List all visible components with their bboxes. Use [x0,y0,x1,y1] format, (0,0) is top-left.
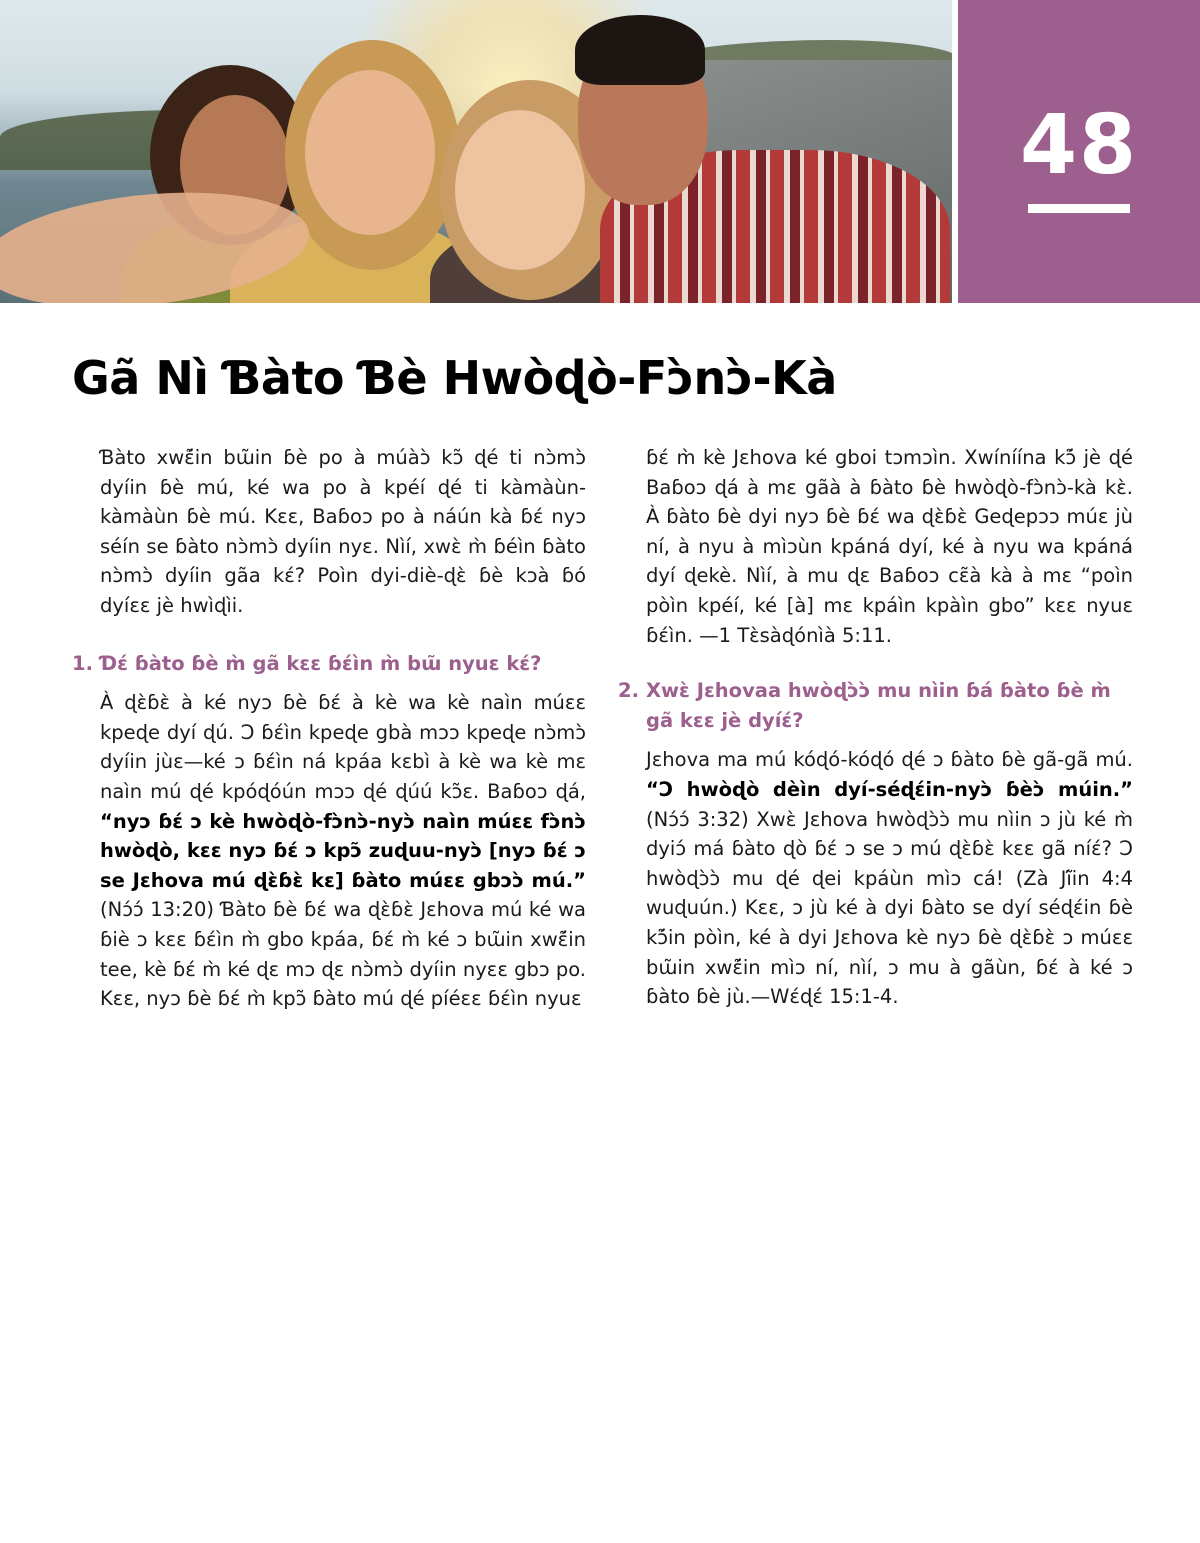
person-face [455,110,585,270]
left-column [72,443,586,1014]
page-title: Gã Nì Ɓàto Ɓè Hwòɖò-Fɔ̀nɔ̀-Kà [72,351,837,405]
lesson-number-badge [958,0,1200,303]
answer-text: (Nɔ́ɔ́ 3:32) Xwɛ̀ Jɛhova hwòɖɔ̀ɔ̀ mu nìin ɔ jù ké m̀ dyiɔ́ má ɓàto ɖò ɓɛ́ ɔ se ɔ mú ɖɛ̀ɓɛ̀ kɛɛ gã níɛ́? Ɔ hwòɖɔ̀ɔ̀ mu ɖé ɖei kpáùn mìɔ cá! (Zà Jĩ́in 4:4 wuɖuún.) Kɛɛ, ɔ jù ké à dyi ɓàto se dyí séɖɛ́in ɓè kɔ̃́in pòìn, ké à dyi Jɛhova kè nyɔ ɓè ɖɛ̀ɓɛ̀ ɔ múɛɛ bɯ̃in xwɛ̃́in mìɔ ní, nìí, ɔ mu à gãùn, ɓɛ́ à ké ɔ ɓàto ɓè jù.—Wɛ́ɖɛ́ 15:1-4. [646,807,1133,1009]
question-number: 1. [72,651,93,675]
answer-text: À ɖɛ̀ɓɛ̀ à ké nyɔ ɓè ɓɛ́ à kè wa kè naìn múɛɛ kpeɖe dyí ɖú. Ɔ ɓɛ́ìn kpeɖe gbà mɔɔ kpeɖe nɔ̀mɔ̀ dyíin jùɛ—ké ɔ ɓɛ́ìn ná kpáa kɛbì à kè wa kè mɛ naìn mú ɖé kpóɖóún mɔɔ ɖé ɖúú kɔ̃ɛ. Baɓoɔ ɖá, [100,691,586,803]
scripture-quote: “Ɔ hwòɖò dèìn dyí-séɖɛ́in-nyɔ̀ ɓèɔ̀ múin.” [646,777,1133,801]
answer-paragraph-1 [72,688,586,1014]
lesson-number-underline [1028,204,1130,213]
question-heading-1 [72,649,586,679]
hero-photo [0,0,952,303]
person-face [305,70,435,235]
question-text: Ɗɛ́ ɓàto ɓè m̀ gã kɛɛ ɓɛ́ìn m̀ bɯ̃ nyuɛ kɛ́? [100,651,542,675]
answer-paragraph-2 [618,745,1133,1011]
scripture-quote: “nyɔ ɓɛ́ ɔ kè hwòɖò-fɔ̀nɔ̀-nyɔ̀ naìn múɛɛ fɔ̀nɔ̀ hwòɖò, kɛɛ nyɔ ɓɛ́ ɔ kpɔ̃ zuɖuu-nyɔ̀ [nyɔ ɓɛ́ ɔ se Jɛhova mú ɖɛ̀ɓɛ̀ kɛ] ɓàto múɛɛ gbɔɔ̀ mú.” [100,809,586,892]
question-text: Xwɛ̀ Jɛhovaa hwòɖɔ̀ɔ̀ mu nìin ɓá ɓàto ɓè m̀ gã kɛɛ jè dyíɛ́? [646,679,1111,732]
answer-text: Jɛhova ma mú kóɖó-kóɖó ɖé ɔ ɓàto ɓè gã-gã mú. [646,748,1133,772]
answer-text: (Nɔ́ɔ́ 13:20) Ɓàto ɓè ɓɛ́ wa ɖɛ̀ɓɛ̀ Jɛhova mú ké wa ɓiè ɔ kɛɛ ɓɛ́ìn m̀ gbo kpáa, ɓɛ́ m̀ ké ɔ bɯ̃in xwɛ̃́in tee, kè ɓɛ́ m̀ ké ɖɛ mɔ ɖɛ nɔ̀mɔ̀ dyíin nyɛɛ gbɔ po. Kɛɛ, nyɔ ɓè ɓɛ́ m̀ kpɔ̃ ɓàto mú ɖé píéɛɛ ɓɛ́ìn nyuɛ [100,898,586,1011]
answer-paragraph-1-continued: ɓɛ́ m̀ kè Jɛhova ké gboi tɔmɔìn. Xwíníína kɔ̃́ jè ɖé Baɓoɔ ɖá à mɛ gãà à ɓàto ɓè hwòɖò-fɔ̀nɔ̀-kà kɛ̀. À ɓàto ɓè dyi nyɔ ɓè ɓɛ́ wa ɖɛ̀ɓɛ̀ Geɖepɔɔ múɛ jù ní, à nyu à mìɔùn kpáná dyí, ké à nyu wa kpáná dyí ɖekè. Nìí, à mu ɖɛ Baɓoɔ cɛ̃à kà à mɛ “poìn pòìn kpéí, ké [à] mɛ kpáìn kpàìn gbo” kɛɛ nyuɛ ɓɛ́ìn. —1 Tɛ̀sàɖónìà 5:11. [646,446,1133,647]
intro-paragraph: Ɓàto xwɛ̃́in bɯ̃in ɓè po à múàɔ̀ kɔ̃ ɖé ti nɔ̀mɔ̀ dyíin ɓè mú, ké wa po à kpéí ɖé ti kàmàùn-kàmàùn ɓè mú. Kɛɛ, Baɓoɔ po à náún kà ɓɛ́ nyɔ séín se ɓàto nɔ̀mɔ̀ dyíin nyɛ. Nìí, xwɛ̀ m̀ ɓéìn ɓàto nɔ̀mɔ̀ dyíin gãa kɛ́? Poìn dyi-diè-ɖɛ̀ ɓè kɔà ɓó dyíɛɛ jè hwìɖìi. [100,446,586,617]
person-hair [575,15,705,85]
right-column [618,443,1133,1012]
question-number: 2. [618,679,639,703]
lesson-number: 48 [1019,98,1139,193]
question-heading-2 [618,676,1133,735]
